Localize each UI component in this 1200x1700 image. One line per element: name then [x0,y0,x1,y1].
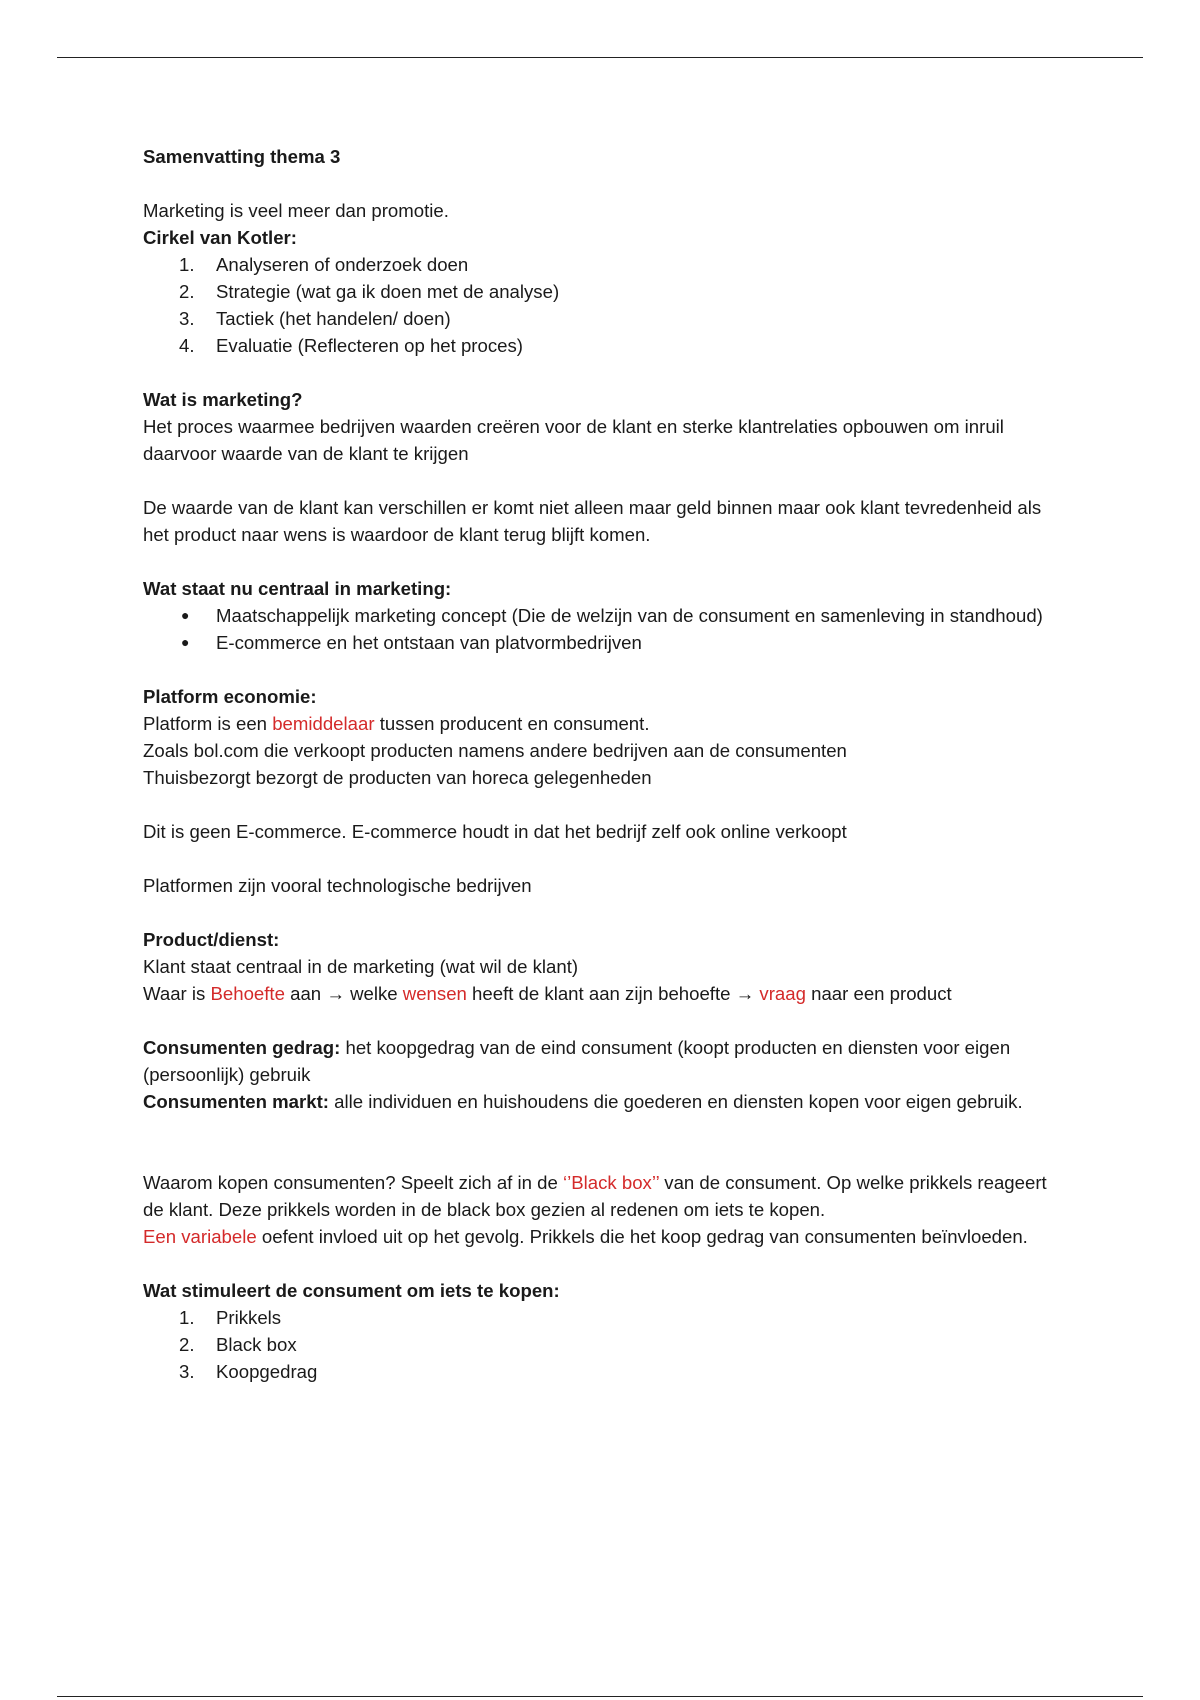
footer-rule [57,1696,1143,1697]
list-item-text: Strategie (wat ga ik doen met de analyse) [216,281,560,302]
text-run: aan [284,983,327,1004]
text-run: tussen producent en consument. [374,713,650,734]
text-run: Waarom kopen consumenten? Speelt zich af in de [143,1172,563,1193]
list-item [143,332,1063,359]
list-item [143,305,1063,332]
central-heading: Wat staat nu centraal in marketing: [143,578,452,599]
platform-example-bol: Zoals bol.com die verkoopt producten namens andere bedrijven aan de consumenten [143,740,847,761]
highlight-term: vraag [759,983,806,1004]
highlight-term: ‘’Black box’’ [562,1172,660,1193]
what-is-heading: Wat is marketing? [143,389,303,410]
list-item [143,1304,1063,1331]
list-number: 2. [179,1334,195,1355]
list-item [143,602,1063,629]
list-item [143,1358,1063,1385]
stimulate-heading: Wat stimuleert de consument om iets te kopen: [143,1280,560,1301]
kotler-heading: Cirkel van Kotler: [143,227,297,248]
list-number: 2. [179,281,195,302]
list-item-text: Maatschappelijk marketing concept (Die de welzijn van de consument en samenleving in standhoud) [216,605,1043,626]
bullet-icon: ● [181,607,190,623]
consumer-market [143,1088,1063,1115]
list-item [143,629,1063,656]
document-body [143,143,1063,1385]
product-heading: Product/dienst: [143,929,280,950]
highlight-term: Behoefte [210,983,285,1004]
intro-text: Marketing is veel meer dan promotie. [143,200,449,221]
term-label: Consumenten markt: [143,1091,329,1112]
list-item-text: Tactiek (het handelen/ doen) [216,308,451,329]
highlight-term: wensen [402,983,467,1004]
arrow-right-icon: → [735,983,755,1004]
text-run: naar een product [805,983,952,1004]
highlight-term: bemiddelaar [272,713,375,734]
list-item-text: E-commerce en het ontstaan van platvormbedrijven [216,632,642,653]
value-paragraph: De waarde van de klant kan verschillen er komt niet alleen maar geld binnen maar ook klant tevredenheid als het product naar wens is waardoor de klant terug blijft komen. [143,497,1042,545]
text-run: oefent invloed uit op het gevolg. Prikkels die het koop gedrag van consumenten beïnvloeden. [256,1226,1028,1247]
text-run: van de consument. Op welke prikkels reageert de klant. Deze prikkels worden in de black box gezien al redenen om iets te kopen. [143,1172,1047,1220]
document-title: Samenvatting thema 3 [143,146,341,167]
product-line: Klant staat centraal in de marketing (wat wil de klant) [143,956,579,977]
bullet-icon: ● [181,634,190,650]
needs-line [143,980,1063,1007]
list-item [143,1331,1063,1358]
stimulate-list [143,1304,1063,1385]
list-item-text: Koopgedrag [216,1361,318,1382]
list-number: 1. [179,1307,195,1328]
what-is-text: Het proces waarmee bedrijven waarden creëren voor de klant en sterke klantrelaties opbouwen om inruil daarvoor waarde van de klant te krijgen [143,416,1004,464]
list-number: 3. [179,308,195,329]
list-number: 4. [179,335,195,356]
central-list [143,602,1063,656]
list-number: 1. [179,254,195,275]
list-number: 3. [179,1361,195,1382]
list-item [143,251,1063,278]
term-definition: het koopgedrag van de eind consument (koopt producten en diensten voor eigen (persoonlijk) gebruik [143,1037,1011,1085]
list-item-text: Evaluatie (Reflecteren op het proces) [216,335,523,356]
platform-line [143,710,1063,737]
platform-heading: Platform economie: [143,686,317,707]
text-run: heeft de klant aan zijn behoefte [466,983,736,1004]
platform-example-thuisbezorgd: Thuisbezorgt bezorgt de producten van horeca gelegenheden [143,767,652,788]
list-item [143,278,1063,305]
list-item-text: Black box [216,1334,297,1355]
text-run: Platform is een [143,713,273,734]
list-item-text: Prikkels [216,1307,282,1328]
highlight-term: Een variabele [143,1226,257,1247]
text-run: welke [344,983,403,1004]
kotler-list [143,251,1063,359]
text-run: Waar is [143,983,211,1004]
list-item-text: Analyseren of onderzoek doen [216,254,469,275]
ecommerce-text: Dit is geen E-commerce. E-commerce houdt in dat het bedrijf zelf ook online verkoopt [143,821,847,842]
term-label: Consumenten gedrag: [143,1037,341,1058]
tech-text: Platformen zijn vooral technologische bedrijven [143,875,532,896]
term-definition: alle individuen en huishoudens die goederen en diensten kopen voor eigen gebruik. [328,1091,1023,1112]
variable-paragraph [143,1223,1063,1250]
consumer-behaviour [143,1034,1063,1088]
header-rule [57,57,1143,58]
blackbox-paragraph [143,1169,1063,1223]
arrow-right-icon: → [326,983,345,1004]
